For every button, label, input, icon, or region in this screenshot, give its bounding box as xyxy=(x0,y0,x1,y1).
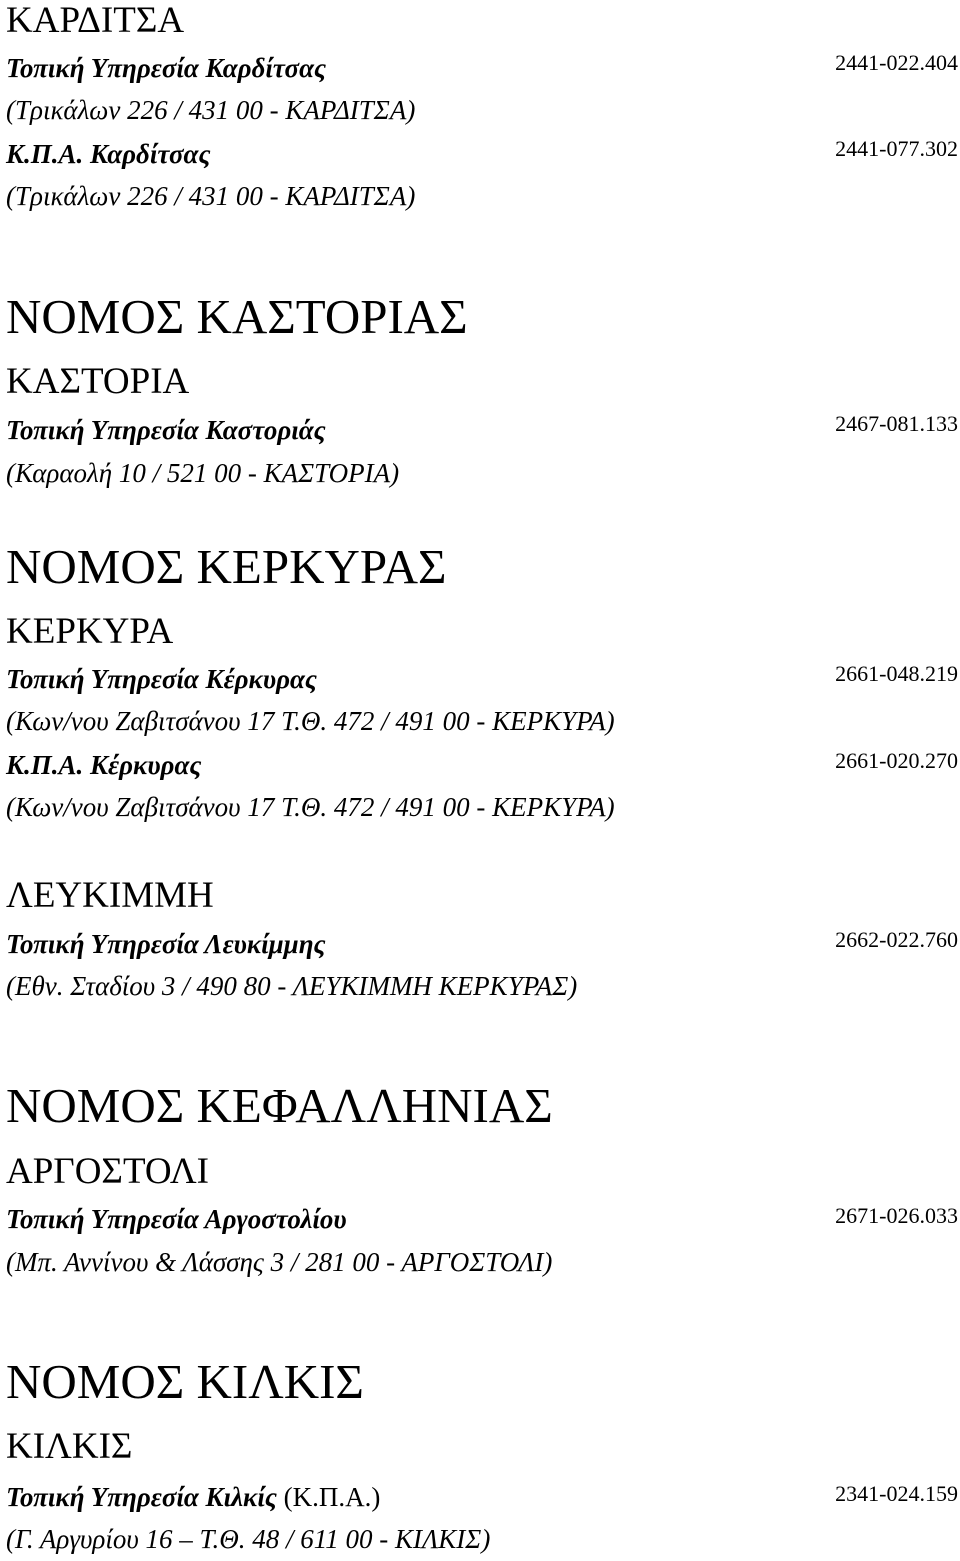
city-heading: ΚΙΛΚΙΣ xyxy=(6,1426,133,1467)
office-address: (Τρικάλων 226 / 431 00 - ΚΑΡΔΙΤΣΑ) xyxy=(6,181,416,211)
office-address: (Γ. Αργυρίου 16 – Τ.Θ. 48 / 611 00 - ΚΙΛΚΙΣ) xyxy=(6,1524,491,1554)
office-title: Κ.Π.Α. Καρδίτσας xyxy=(6,139,211,169)
office-title: Τοπική Υπηρεσία Καρδίτσας xyxy=(6,53,327,83)
office-suffix: (Κ.Π.Α.) xyxy=(283,1482,381,1512)
nomos-heading: ΝΟΜΟΣ ΚΕΡΚΥΡΑΣ xyxy=(6,539,447,594)
city-heading: ΛΕΥΚΙΜΜΗ xyxy=(6,875,214,916)
office-name: Τοπική Υπηρεσία Κιλκίς xyxy=(6,1482,277,1512)
office-title: Τοπική Υπηρεσία Αργοστολίου xyxy=(6,1204,347,1234)
office-address: (Εθν. Σταδίου 3 / 490 80 - ΛΕΥΚΙΜΜΗ ΚΕΡΚΥΡΑΣ) xyxy=(6,971,578,1001)
city-heading: ΚΑΣΤΟΡΙΑ xyxy=(6,361,190,402)
phone-number: 2662-022.760 xyxy=(835,927,958,952)
office-title: Τοπική Υπηρεσία Καστοριάς xyxy=(6,415,326,445)
city-heading: ΚΕΡΚΥΡΑ xyxy=(6,611,174,652)
office-title: Τοπική Υπηρεσία Λευκίμμης xyxy=(6,929,326,959)
phone-number: 2661-020.270 xyxy=(835,748,958,773)
phone-number: 2467-081.133 xyxy=(835,411,958,436)
office-address: (Τρικάλων 226 / 431 00 - ΚΑΡΔΙΤΣΑ) xyxy=(6,95,416,125)
office-title xyxy=(6,1484,380,1511)
office-address: (Μπ. Αννίνου & Λάσσης 3 / 281 00 - ΑΡΓΟΣΤΟΛΙ) xyxy=(6,1247,553,1277)
nomos-heading: ΝΟΜΟΣ ΚΙΛΚΙΣ xyxy=(6,1354,364,1409)
office-address: (Κων/νου Ζαβιτσάνου 17 Τ.Θ. 472 / 491 00 - ΚΕΡΚΥΡΑ) xyxy=(6,792,615,822)
office-address: (Καραολή 10 / 521 00 - ΚΑΣΤΟΡΙΑ) xyxy=(6,458,400,488)
office-title: Τοπική Υπηρεσία Κέρκυρας xyxy=(6,664,317,694)
nomos-heading: ΝΟΜΟΣ ΚΕΦΑΛΛΗΝΙΑΣ xyxy=(6,1078,553,1133)
phone-number: 2441-077.302 xyxy=(835,136,958,161)
city-heading: ΚΑΡΔΙΤΣΑ xyxy=(6,0,185,41)
phone-number: 2441-022.404 xyxy=(835,50,958,75)
phone-number: 2661-048.219 xyxy=(835,661,958,686)
office-title: Κ.Π.Α. Κέρκυρας xyxy=(6,750,202,780)
nomos-heading: ΝΟΜΟΣ ΚΑΣΤΟΡΙΑΣ xyxy=(6,289,468,344)
office-address: (Κων/νου Ζαβιτσάνου 17 Τ.Θ. 472 / 491 00 - ΚΕΡΚΥΡΑ) xyxy=(6,706,615,736)
city-heading: ΑΡΓΟΣΤΟΛΙ xyxy=(6,1151,209,1192)
phone-number: 2671-026.033 xyxy=(835,1203,958,1228)
phone-number: 2341-024.159 xyxy=(835,1481,958,1506)
